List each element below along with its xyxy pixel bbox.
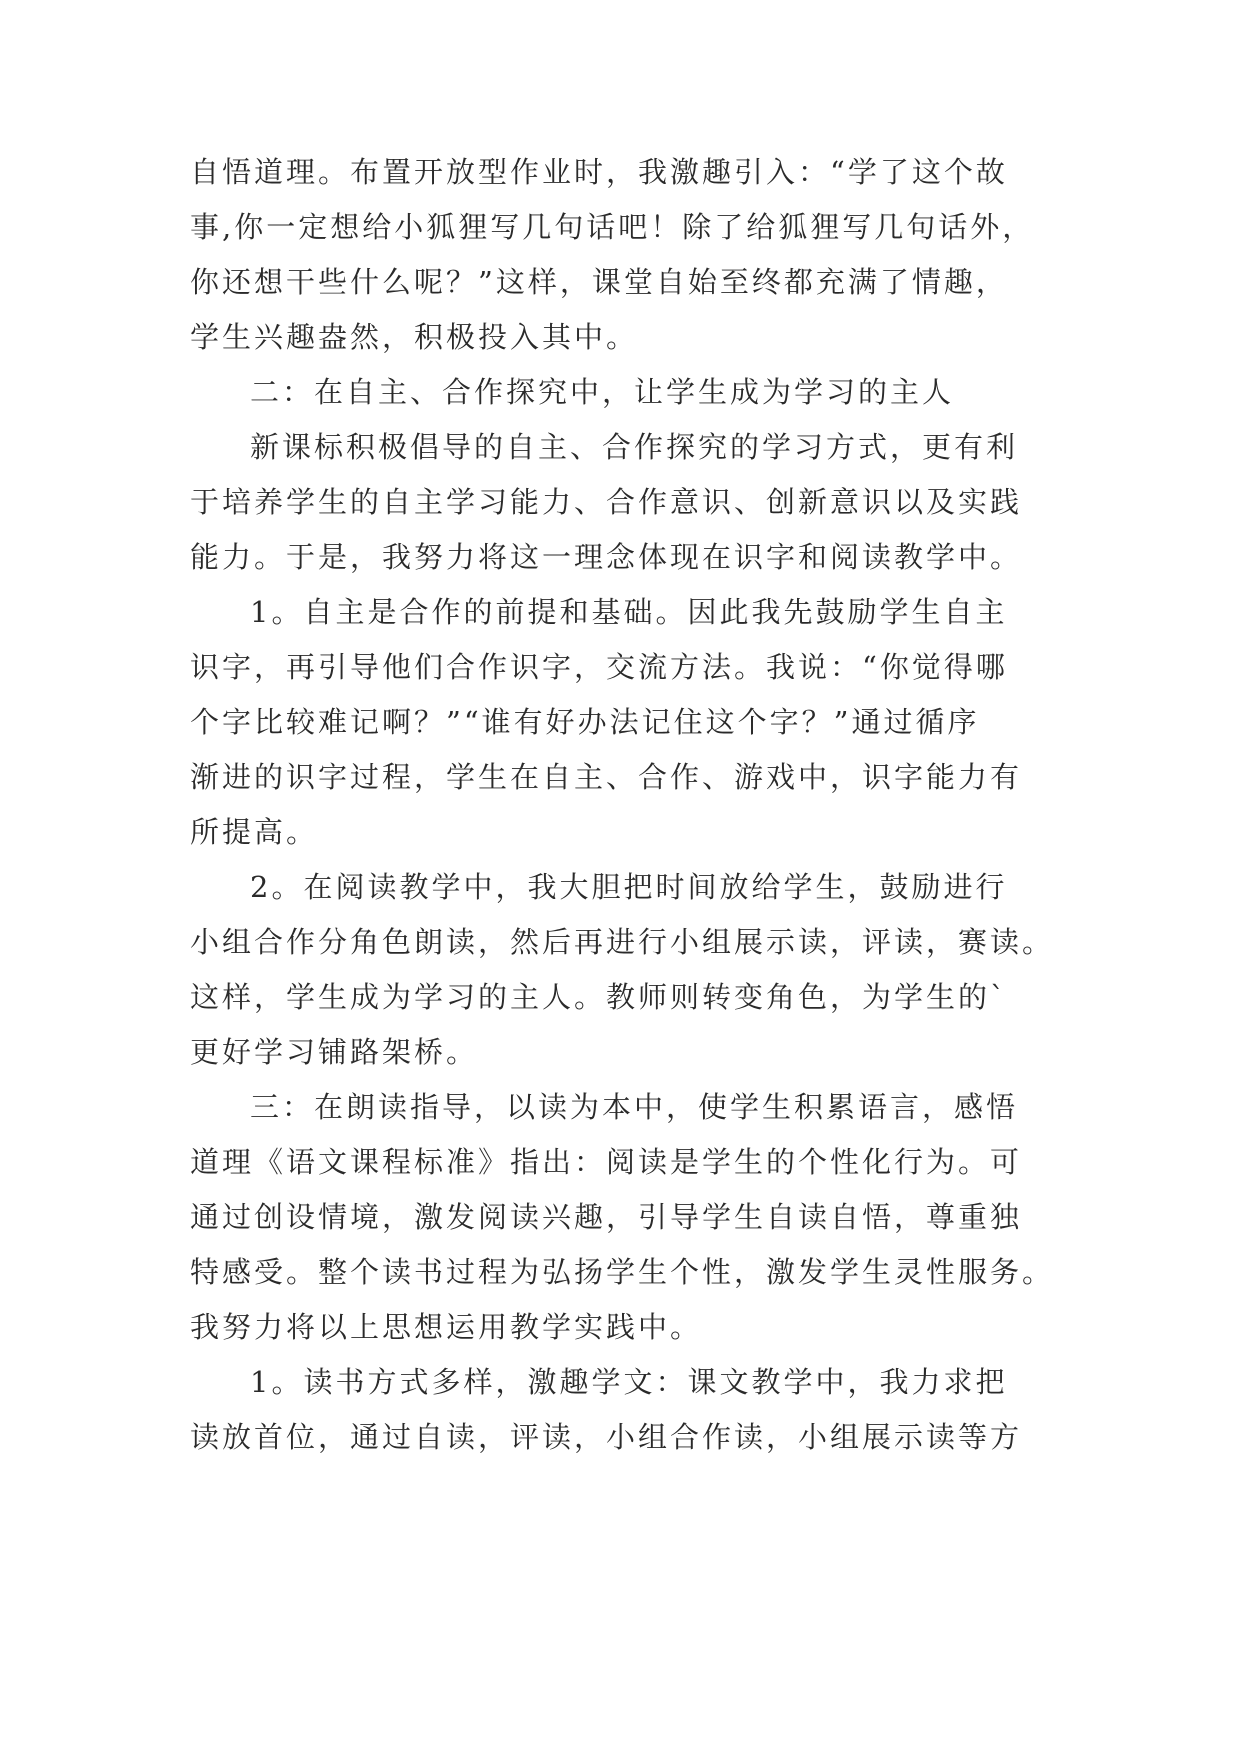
text-line: 1。自主是合作的前提和基础。因此我先鼓励学生自主 bbox=[250, 595, 1008, 629]
text-line: 1。读书方式多样，激趣学文：课文教学中，我力求把 bbox=[250, 1365, 1008, 1399]
text-line: 识字，再引导他们合作识字，交流方法。我说：“你觉得哪 bbox=[190, 650, 1008, 684]
text-line: 事,你一定想给小狐狸写几句话吧！除了给狐狸写几句话外， bbox=[190, 210, 1035, 244]
text-line: 特感受。整个读书过程为弘扬学生个性，激发学生灵性服务。 bbox=[190, 1255, 1055, 1289]
text-line: 通过创设情境，激发阅读兴趣，引导学生自读自悟，尊重独 bbox=[190, 1200, 1023, 1234]
text-line: 能力。于是，我努力将这一理念体现在识字和阅读教学中。 bbox=[190, 540, 1023, 574]
text-line: 自悟道理。布置开放型作业时，我激趣引入：“学了这个故 bbox=[190, 155, 1008, 189]
text-line: 道理《语文课程标准》指出：阅读是学生的个性化行为。可 bbox=[190, 1145, 1023, 1179]
text-line: 小组合作分角色朗读，然后再进行小组展示读，评读，赛读。 bbox=[190, 925, 1055, 959]
text-line: 学生兴趣盎然，积极投入其中。 bbox=[190, 320, 639, 354]
text-line: 个字比较难记啊？”“谁有好办法记住这个字？”通过循序 bbox=[190, 705, 980, 739]
section-heading: 二：在自主、合作探究中，让学生成为学习的主人 bbox=[250, 375, 955, 409]
text-line: 2。在阅读教学中，我大胆把时间放给学生，鼓励进行 bbox=[250, 870, 1008, 904]
text-line: 新课标积极倡导的自主、合作探究的学习方式，更有利 bbox=[250, 430, 1019, 464]
section-heading: 三：在朗读指导，以读为本中，使学生积累语言，感悟 bbox=[250, 1090, 1019, 1124]
text-line: 这样，学生成为学习的主人。教师则转变角色，为学生的` bbox=[190, 980, 1008, 1014]
text-line: 渐进的识字过程，学生在自主、合作、游戏中，识字能力有 bbox=[190, 760, 1023, 794]
text-line: 更好学习铺路架桥。 bbox=[190, 1035, 479, 1069]
text-line: 于培养学生的自主学习能力、合作意识、创新意识以及实践 bbox=[190, 485, 1023, 519]
text-line: 我努力将以上思想运用教学实践中。 bbox=[190, 1310, 703, 1344]
text-line: 所提高。 bbox=[190, 815, 319, 849]
text-line: 读放首位，通过自读，评读，小组合作读，小组展示读等方 bbox=[190, 1420, 1023, 1454]
text-line: 你还想干些什么呢？”这样，课堂自始至终都充满了情趣， bbox=[190, 265, 1008, 299]
